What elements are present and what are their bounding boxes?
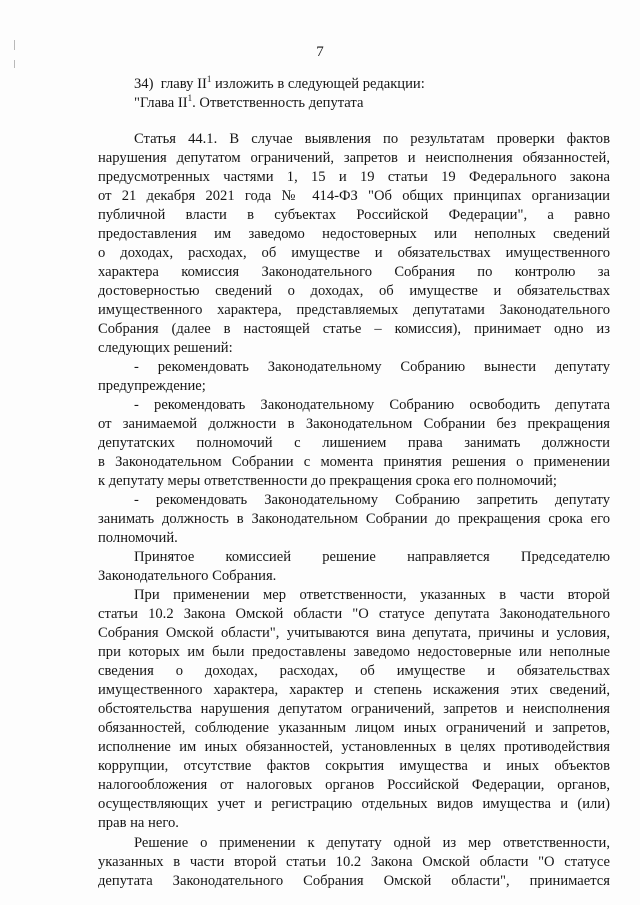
text-line: публичной власти в субъектах Российской Федерации", а равно xyxy=(98,207,610,223)
text-line: сведения о доходах, расходах, об имуществе и обязательствах xyxy=(98,663,610,679)
text-line: депутата Законодательного Собрания Омской области", принимается xyxy=(98,873,610,889)
text-line: имущественного характера, характер и степень искажения этих сведений, xyxy=(98,682,610,698)
text-line: обстоятельства нарушения депутатом ограничений, запретов и неисполнения xyxy=(98,701,610,717)
text-line: Собрания Омской области", учитываются вина депутата, причины и условия, xyxy=(98,625,610,641)
text-line: к депутату меры ответственности до прекращения срока его полномочий; xyxy=(98,473,557,489)
scan-margin-mark xyxy=(14,60,15,68)
text-line: исполнение им иных обязанностей, установленных в целях противодействия xyxy=(98,739,610,755)
text-line: достоверностью сведений о доходах, об имуществе и обязательствах xyxy=(98,283,610,299)
list-item: - рекомендовать Законодательному Собранию запретить депутату xyxy=(134,492,610,508)
text-line: Решение о применении к депутату одной из мер ответственности, xyxy=(134,835,610,851)
text-line: нарушения депутатом ограничений, запретов и неисполнения обязанностей, xyxy=(98,150,610,166)
list-item: - рекомендовать Законодательному Собранию вынести депутату xyxy=(134,359,610,375)
text-line: налогообложения от налоговых органов Российской Федерации, органов, xyxy=(98,777,610,793)
text-line: Принятое комиссией решение направляется Председателю xyxy=(134,549,610,565)
text-line: прав на него. xyxy=(98,815,179,831)
text-line: от занимаемой должности в Законодательном Собрании без прекращения xyxy=(98,416,610,432)
text-line: в Законодательном Собрании с момента принятия решения о применении xyxy=(98,454,610,470)
text-line: осуществляющих учет и регистрацию отдельных видов имущества и (или) xyxy=(98,796,610,812)
text-line: полномочий. xyxy=(98,530,178,546)
text-line: предупреждение; xyxy=(98,378,206,394)
page-number: 7 xyxy=(316,44,324,60)
text-line: Собрания (далее в настоящей статье – комиссия), принимает одно из xyxy=(98,321,610,337)
list-item: - рекомендовать Законодательному Собранию освободить депутата xyxy=(134,397,610,413)
text-line: занимать должность в Законодательном Собрании до прекращения срока его xyxy=(98,511,610,527)
text-line: Законодательного Собрания. xyxy=(98,568,277,584)
text-line: указанных в части второй статьи 10.2 Закона Омской области "О статусе xyxy=(98,854,610,870)
text-line: имущественного характера, представляемых депутатами Законодательного xyxy=(98,302,610,318)
text-line: Статья 44.1. В случае выявления по результатам проверки фактов xyxy=(134,131,610,147)
text-line: от 21 декабря 2021 года № 414-ФЗ "Об общих принципах организации xyxy=(98,188,610,204)
text-line: при которых им были предоставлены заведомо недостоверные или неполные xyxy=(98,644,610,660)
text-line: о доходах, расходах, об имуществе и обязательствах имущественного xyxy=(98,245,610,261)
text-line: предоставления им заведомо недостоверных или неполных сведений xyxy=(98,226,610,242)
text-line: обязанностей, соблюдение указанным лицом иных ограничений и запретов, xyxy=(98,720,610,736)
text-line: статьи 10.2 Закона Омской области "О статусе депутата Законодательного xyxy=(98,606,610,622)
text-line: характера комиссия Законодательного Собрания по контролю за xyxy=(98,264,610,280)
text-line: предусмотренных частями 1, 15 и 19 статьи 19 Федерального закона xyxy=(98,169,610,185)
chapter-heading: "Глава $II^1$. Ответственность депутата xyxy=(134,93,364,111)
text-line: следующих решений: xyxy=(98,340,233,356)
text-line: При применении мер ответственности, указанных в части второй xyxy=(134,587,610,603)
text-line: коррупции, отсутствие фактов сокрытия имущества и иных объектов xyxy=(98,758,610,774)
amendment-line: 34) главу $II^1$ изложить в следующей редакции: xyxy=(134,74,425,92)
text-line: депутатских полномочий с лишением права занимать должности xyxy=(98,435,610,451)
